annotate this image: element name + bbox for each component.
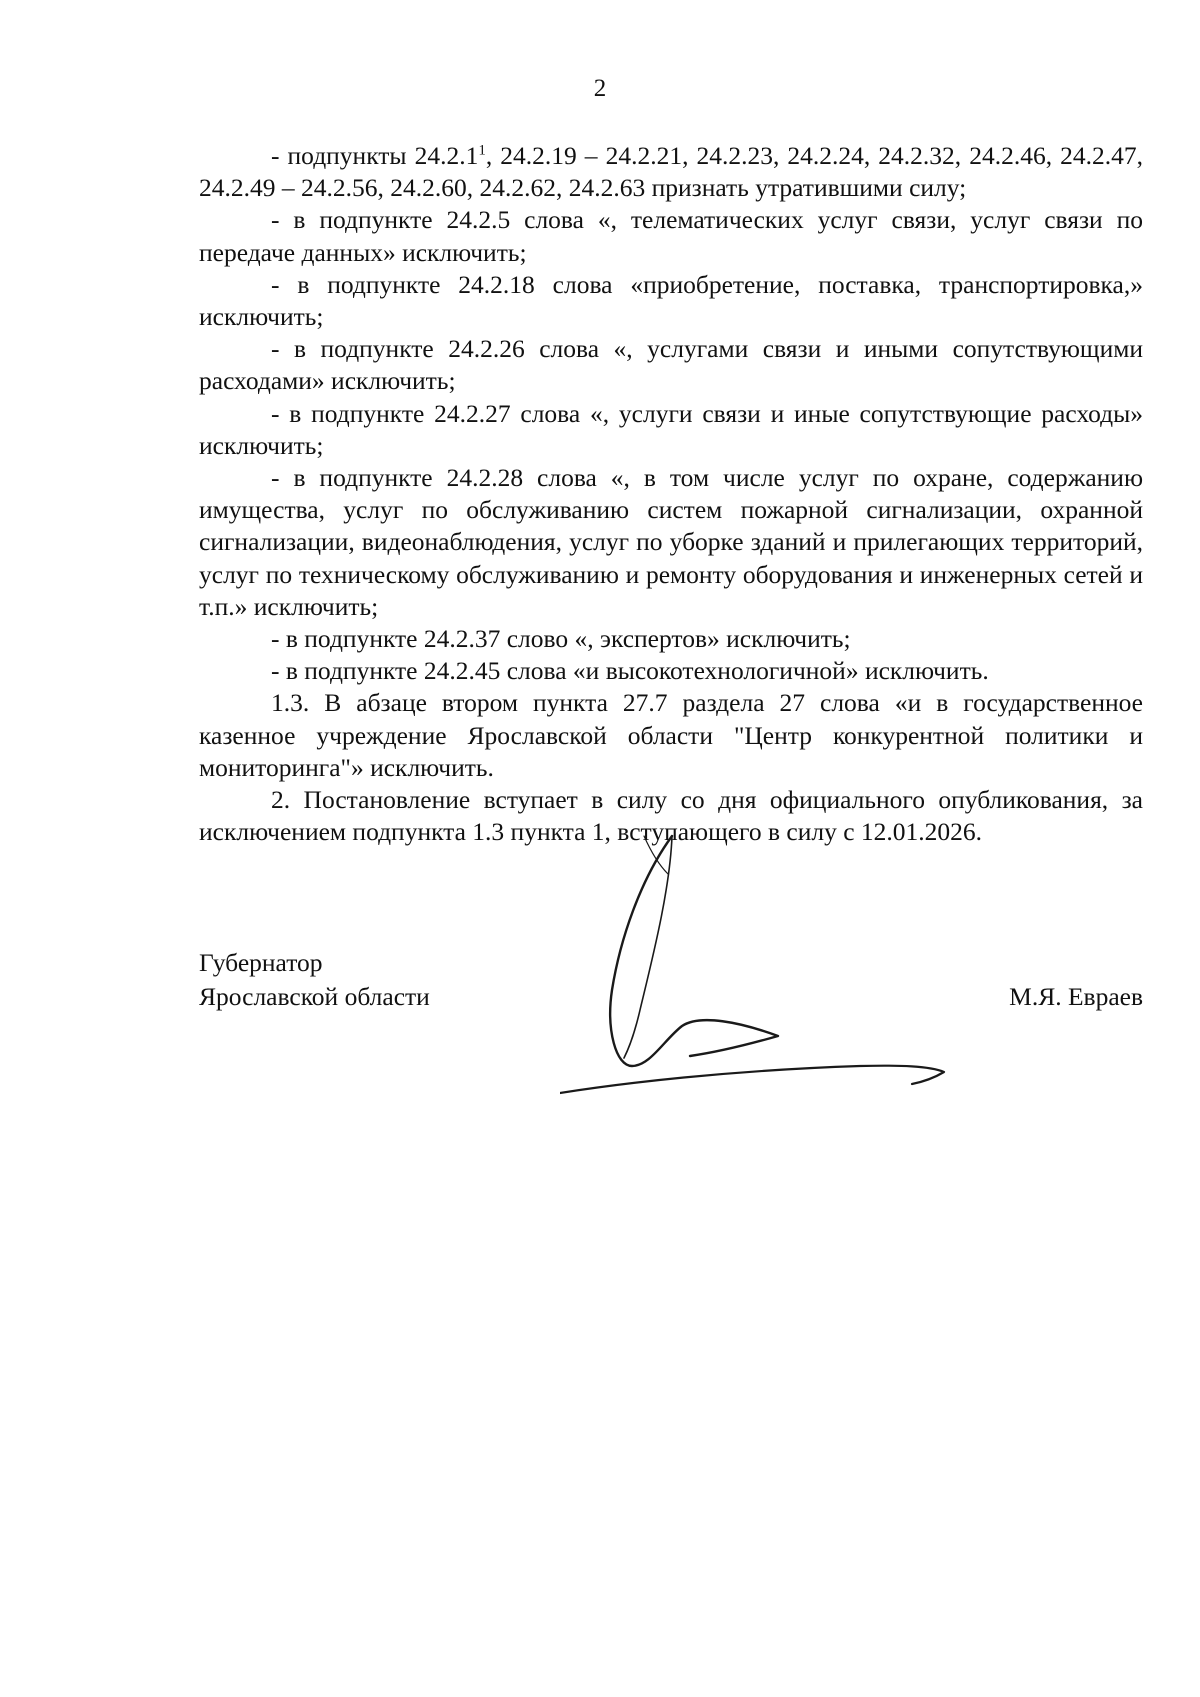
paragraph-7: - в подпункте 24.2.37 слово «, экспертов» исключить; — [271, 624, 851, 654]
paragraph-1-superscript: 1 — [478, 142, 486, 159]
paragraph-3: - в подпункте 24.2.18 слова «приобретение, поставка, транспортировка,» исключить; — [199, 269, 1143, 332]
page-number: 2 — [593, 75, 607, 102]
paragraph-1-start: - подпункты 24.2.1 — [271, 141, 479, 170]
paragraph-5: - в подпункте 24.2.27 слова «, услуги связи и иные сопутствующие расходы» исключить; — [199, 398, 1143, 460]
paragraph-1 — [199, 140, 1143, 204]
paragraph-8: - в подпункте 24.2.45 слова «и высокотехнологичной» исключить. — [271, 656, 989, 686]
paragraph-1-end: , 24.2.19 – 24.2.21, 24.2.23, 24.2.24, 24.2.32, 24.2.46, 24.2.47, 24.2.49 – 24.2.56, 24.2.60, 24.2.62, 24.2.63 признать утратившими силу; — [199, 141, 1144, 203]
signatory-title-line-1: Губернатор — [199, 948, 323, 977]
document-body — [199, 140, 1143, 848]
signatory-title — [199, 946, 430, 1014]
paragraph-9: 1.3. В абзаце втором пункта 27.7 раздела 27 слова «и в государственное казенное учреждение Ярославской области "Центр конкурентной политики и мониторинга"» исключить. — [199, 688, 1143, 782]
signatory-name: М.Я. Евраев — [1009, 982, 1143, 1011]
paragraph-2: - в подпункте 24.2.5 слова «, телематических услуг связи, услуг связи по передаче данных» исключить; — [199, 205, 1143, 267]
signatory-title-line-2: Ярославской области — [199, 982, 430, 1011]
paragraph-4: - в подпункте 24.2.26 слова «, услугами связи и иными сопутствующими расходами» исключить; — [199, 334, 1143, 396]
handwritten-signature — [560, 830, 1020, 1120]
paragraph-6: - в подпункте 24.2.28 слова «, в том числе услуг по охране, содержанию имущества, услуг по обслуживанию систем пожарной сигнализации, охранной сигнализации, видеонаблюдения, услуг по уборке зданий и прилегающих территорий, услуг по техническому обслуживанию и ремонту оборудования и инженерных сетей и т.п.» исключить; — [199, 463, 1143, 621]
paragraph-10: 2. Постановление вступает в силу со дня официального опубликования, за исключением подпункта 1.3 пункта 1, вступающего в силу с 12.01.2026. — [199, 785, 1143, 847]
